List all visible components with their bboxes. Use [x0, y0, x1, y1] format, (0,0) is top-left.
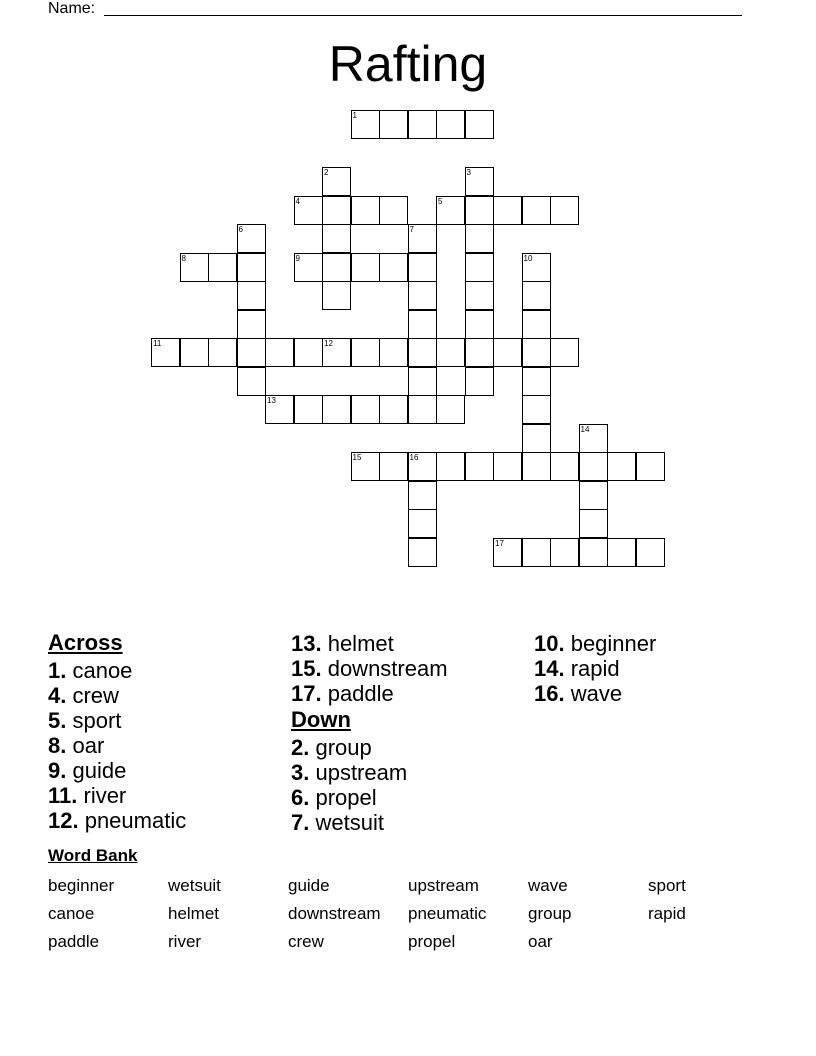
grid-cell[interactable] — [465, 196, 494, 225]
cell-number: 16 — [409, 453, 419, 462]
grid-cell[interactable] — [436, 110, 465, 139]
clue-item — [534, 631, 656, 656]
clue-number: 3. — [291, 760, 310, 785]
word-bank-item: helmet — [168, 904, 220, 923]
grid-cell[interactable] — [522, 452, 551, 481]
grid-cell[interactable] — [379, 452, 408, 481]
clue-text: upstream — [309, 760, 408, 785]
grid-cell[interactable] — [579, 538, 608, 567]
grid-cell[interactable] — [465, 110, 494, 139]
word-bank-item: propel — [408, 932, 456, 951]
clues-column-3 — [534, 631, 656, 706]
grid-cell[interactable] — [408, 481, 437, 510]
cell-number: 12 — [324, 339, 333, 348]
cell-number: 11 — [153, 339, 162, 348]
grid-cell[interactable] — [151, 338, 180, 367]
grid-cell[interactable] — [408, 538, 437, 567]
clue-text: pneumatic — [78, 808, 187, 833]
grid-cell[interactable] — [265, 338, 294, 367]
grid-cell[interactable] — [294, 253, 323, 282]
grid-cell[interactable] — [465, 338, 494, 367]
clue-item — [291, 656, 448, 681]
word-bank-item: crew — [288, 932, 324, 951]
grid-cell[interactable] — [379, 196, 408, 225]
clue-number: 13. — [291, 631, 322, 656]
clue-number: 12. — [48, 808, 79, 833]
grid-cell[interactable] — [607, 452, 636, 481]
grid-cell[interactable] — [180, 338, 209, 367]
grid-cell[interactable] — [465, 452, 494, 481]
grid-cell[interactable] — [294, 196, 323, 225]
grid-cell[interactable] — [465, 224, 494, 253]
clue-number: 9. — [48, 758, 67, 783]
grid-cell[interactable] — [550, 538, 579, 567]
grid-cell[interactable] — [408, 110, 437, 139]
grid-cell[interactable] — [351, 452, 380, 481]
grid-cell[interactable] — [493, 196, 522, 225]
word-bank-item: beginner — [48, 876, 115, 895]
grid-cell[interactable] — [208, 338, 237, 367]
grid-cell[interactable] — [436, 452, 465, 481]
grid-cell[interactable] — [493, 538, 522, 567]
word-bank-item: paddle — [48, 932, 100, 951]
clue-item — [291, 785, 448, 810]
clue-text: propel — [309, 785, 377, 810]
clue-number: 1. — [48, 658, 67, 683]
grid-cell[interactable] — [465, 310, 494, 339]
clue-item — [48, 758, 186, 783]
grid-cell[interactable] — [465, 281, 494, 310]
word-bank-item: upstream — [408, 876, 479, 895]
grid-cell[interactable] — [465, 167, 494, 196]
clue-number: 7. — [291, 810, 310, 835]
grid-cell[interactable] — [493, 338, 522, 367]
cell-number: 9 — [295, 253, 300, 263]
cell-number: 6 — [238, 225, 243, 234]
clue-item — [48, 708, 186, 733]
clue-text: wetsuit — [309, 810, 384, 835]
down-heading: Down — [291, 707, 351, 732]
clue-number: 4. — [48, 683, 67, 708]
cell-number: 17 — [495, 538, 504, 548]
grid-cell[interactable] — [322, 167, 351, 196]
grid-cell[interactable] — [522, 395, 551, 424]
grid-cell[interactable] — [550, 452, 579, 481]
word-bank-item: guide — [288, 876, 330, 895]
clue-text: crew — [66, 683, 119, 708]
cell-number: 8 — [181, 253, 186, 263]
clue-item — [291, 810, 448, 835]
clue-text: paddle — [321, 681, 394, 706]
cell-number: 15 — [352, 453, 362, 462]
word-bank-heading: Word Bank — [48, 846, 138, 865]
clue-text: downstream — [321, 656, 448, 681]
clue-item — [534, 681, 656, 706]
clue-item — [291, 760, 448, 785]
grid-cell[interactable] — [237, 253, 266, 282]
word-bank-item: canoe — [48, 904, 95, 923]
grid-cell[interactable] — [436, 395, 465, 424]
grid-cell[interactable] — [322, 395, 351, 424]
grid-cell[interactable] — [408, 310, 437, 339]
cell-number: 10 — [523, 253, 533, 263]
cell-number: 14 — [580, 424, 590, 434]
clue-item — [291, 631, 448, 656]
name-label: Name: — [48, 0, 96, 17]
grid-cell[interactable] — [408, 509, 437, 538]
word-bank-item: wave — [528, 876, 568, 895]
clue-number: 14. — [534, 656, 565, 681]
word-bank-item: downstream — [288, 904, 381, 923]
grid-cell[interactable] — [522, 338, 551, 367]
grid-cell[interactable] — [351, 253, 380, 282]
cell-number: 3 — [466, 168, 471, 177]
clue-number: 6. — [291, 785, 310, 810]
grid-cell[interactable] — [180, 253, 209, 282]
cell-number: 5 — [438, 196, 443, 206]
grid-cell[interactable] — [579, 509, 608, 538]
grid-cell[interactable] — [465, 253, 494, 282]
grid-cell[interactable] — [237, 224, 266, 253]
clue-item — [48, 733, 186, 758]
cell-number: 2 — [324, 168, 329, 177]
clue-item — [48, 683, 186, 708]
grid-cell[interactable] — [208, 253, 237, 282]
grid-cell[interactable] — [408, 367, 437, 396]
grid-cell[interactable] — [237, 281, 266, 310]
clue-item — [48, 783, 186, 808]
grid-cell[interactable] — [408, 338, 437, 367]
clue-text: wave — [564, 681, 623, 706]
clue-text: guide — [66, 758, 127, 783]
grid-cell[interactable] — [436, 196, 465, 225]
grid-cell[interactable] — [351, 110, 380, 139]
clue-text: helmet — [321, 631, 394, 656]
grid-cell[interactable] — [522, 196, 551, 225]
grid-cell[interactable] — [237, 367, 266, 396]
word-bank-item: oar — [528, 932, 553, 951]
clue-number: 10. — [534, 631, 565, 656]
clue-text: oar — [66, 733, 105, 758]
grid-cell[interactable] — [550, 196, 579, 225]
cell-number: 1 — [352, 111, 357, 120]
grid-cell[interactable] — [294, 338, 323, 367]
clue-item — [48, 808, 186, 833]
grid-cell[interactable] — [607, 538, 636, 567]
grid-cell[interactable] — [322, 253, 351, 282]
grid-cell[interactable] — [408, 224, 437, 253]
word-bank-item: sport — [648, 876, 686, 895]
clue-number: 16. — [534, 681, 565, 706]
clue-number: 2. — [291, 735, 310, 760]
grid-cell[interactable] — [522, 281, 551, 310]
grid-cell[interactable] — [322, 224, 351, 253]
clue-number: 5. — [48, 708, 67, 733]
grid-cell[interactable] — [522, 424, 551, 453]
grid-cell[interactable] — [465, 367, 494, 396]
clue-text: group — [309, 735, 372, 760]
grid-cell[interactable] — [493, 452, 522, 481]
grid-cell[interactable] — [322, 281, 351, 310]
clues-column-1 — [48, 630, 186, 833]
clue-item — [534, 656, 656, 681]
word-bank-item: group — [528, 904, 572, 923]
cell-number: 4 — [295, 196, 300, 206]
clues-column-2 — [291, 631, 448, 835]
clue-text: beginner — [564, 631, 657, 656]
grid-cell[interactable] — [351, 196, 380, 225]
grid-cell[interactable] — [322, 196, 351, 225]
clue-text: river — [77, 783, 127, 808]
grid-cell[interactable] — [237, 310, 266, 339]
grid-cell[interactable] — [351, 338, 380, 367]
grid-cell[interactable] — [522, 253, 551, 282]
grid-cell[interactable] — [351, 395, 380, 424]
grid-cell[interactable] — [636, 452, 665, 481]
clue-item — [291, 681, 448, 706]
cell-number: 13 — [267, 396, 276, 405]
word-bank-item: pneumatic — [408, 904, 487, 923]
word-bank-item: river — [168, 932, 202, 951]
grid-cell[interactable] — [408, 395, 437, 424]
grid-cell[interactable] — [522, 367, 551, 396]
grid-cell[interactable] — [522, 310, 551, 339]
word-bank-item: wetsuit — [168, 876, 221, 895]
grid-cell[interactable] — [579, 424, 608, 453]
cell-number: 7 — [409, 225, 414, 234]
grid-cell[interactable] — [408, 281, 437, 310]
grid-cell[interactable] — [265, 395, 294, 424]
clue-number: 17. — [291, 681, 322, 706]
grid-cell[interactable] — [636, 538, 665, 567]
puzzle-title: Rafting — [328, 36, 488, 92]
grid-cell[interactable] — [379, 110, 408, 139]
grid-cell[interactable] — [379, 253, 408, 282]
across-heading: Across — [48, 630, 123, 655]
grid-cell[interactable] — [237, 338, 266, 367]
clue-text: canoe — [66, 658, 133, 683]
grid-cell[interactable] — [522, 538, 551, 567]
clue-number: 15. — [291, 656, 322, 681]
clue-item — [48, 658, 186, 683]
clue-item — [291, 735, 448, 760]
grid-cell[interactable] — [436, 338, 465, 367]
word-bank-item: rapid — [648, 904, 686, 923]
clue-text: sport — [66, 708, 122, 733]
grid-cell[interactable] — [379, 395, 408, 424]
grid-cell[interactable] — [579, 452, 608, 481]
grid-cell[interactable] — [379, 338, 408, 367]
clue-text: rapid — [564, 656, 620, 681]
grid-cell[interactable] — [294, 395, 323, 424]
grid-cell[interactable] — [550, 338, 579, 367]
clue-number: 8. — [48, 733, 67, 758]
clue-number: 11. — [48, 783, 78, 808]
grid-cell[interactable] — [408, 253, 437, 282]
grid-cell[interactable] — [322, 338, 351, 367]
grid-cell[interactable] — [579, 481, 608, 510]
grid-cell[interactable] — [408, 452, 437, 481]
